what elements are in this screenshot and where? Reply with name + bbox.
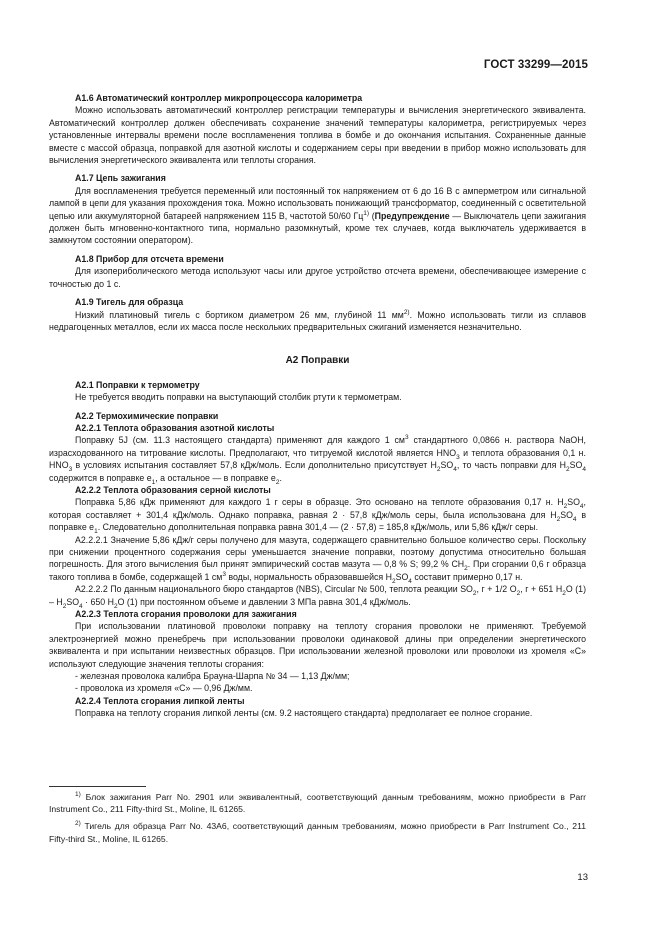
section-a19-text: Низкий платиновый тигель с бортиком диаметром 26 мм, глубиной 11 $мм^{2)}$. Можно использовать тигли из сплавов недрагоценных металлов, если их масса после нескольких предварительных сжиганий изменяется незначительно. <box>49 308 586 332</box>
section-a19-title: A1.9 Тигель для образца <box>75 297 184 308</box>
page-number: 13 <box>577 872 588 883</box>
footnote-ref-1[interactable]: 1) <box>363 209 370 217</box>
main-text <box>49 92 586 720</box>
section-a18-text: Для изопериболического метода используют часы или другое устройство отсчета времени, обеспечивающее измерение с точностью до 1 с. <box>49 266 586 289</box>
section-a21-text: Не требуется вводить поправки на выступающий столбик ртути к термометрам. <box>75 392 402 403</box>
section-a221-text: Поправку 5J (см. 11.3 настоящего стандарта) применяют для каждого 1 $см^3$ стандартного 0,0866 н. раствора NaOH, израсходованного на титрование кислоты. Предполагают, что титруемой кислотой является $HNO_3$ и теплота образования 0,1 н. $HNO_3$ в условиях испытания составляет 57,8 кДж/моль. Если дополнительно присутствует $H_2SO_4$, то часть поправки для $H_2SO_4$ содержится в поправке $e_1$, а остальное — в поправке $e_2$. <box>49 434 586 486</box>
section-a16-title: A1.6 Автоматический контроллер микропроцессора калориметра <box>75 93 363 103</box>
section-a224-text: Поправка на теплоту сгорания липкой ленты (см. 9.2 настоящего стандарта) предполагает ее полное сгорание. <box>75 708 533 719</box>
list-item: - проволока из хромеля «С» — 0,96 Дж/мм. <box>75 683 253 694</box>
section-a222-text: Поправка 5,86 кДж применяют для каждого 1 г серы в образце. Это основано на теплоте образования 0,17 н. $H_2SO_4$, которая составляет + 301,4 кДж/моль. Однако поправка, равная 2 · 57,8 кДж/моль серы, была использована для $H_2SO_4$ в поправке $e_1$. Следовательно дополнительная поправка равна 301,4 — (2 · 57,8) = 185,8 кДж/моль, или 5,86 кДж/г серы. <box>49 497 586 535</box>
section-a221-title: A2.2.1 Теплота образования азотной кислоты <box>75 422 275 433</box>
section-a222-title: A2.2.2 Теплота образования серной кислоты <box>75 484 271 495</box>
section-a2-title: A2 Поправки <box>285 355 350 367</box>
footnote-1: $^{1)}$ Блок зажигания Parr No. 2901 или эквивалентный, соответствующий данным требованиям, можно приобрести в Parr Instrument Co., 211 Fifty-third St., Moline, IL 61265. <box>49 791 586 815</box>
section-a224-title: A2.2.4 Теплота сгорания липкой ленты <box>75 695 245 706</box>
footnote-ref-2[interactable]: 2) <box>403 308 410 316</box>
section-a223-text: При использовании платиновой проволоки поправку на теплоту сгорания проволоки не применяют. Требуемой электроэнергией можно пренебречь при использовании проволоки одинаковой длины при определении энергетического эквивалента и при испытании неизвестных образцов. При использовании железной проволоки или проволоки из хромеля «С» используют следующие значения теплоты сгорания: <box>49 621 586 669</box>
list-item: - железная проволока калибра Брауна-Шарпа № 34 — 1,13 Дж/мм; <box>75 671 350 682</box>
document-code-header: ГОСТ 33299—2015 <box>483 59 588 71</box>
section-a17-text: Для воспламенения требуется переменный или постоянный ток напряжением от 6 до 16 В с амперметром или сигнальной лампой в цепи для указания прохождения тока. Можно использовать понижающий трансформатор, соединенный с осветительной цепью или аккумуляторной батареей напряжением 115 В, частотой 50/60 $Гц^{1)}$ (Предупреждение — Выключатель цепи зажигания должен быть мгновенно-контактного типа, нормально разомкнутый, кроме тех случаев, когда выключатель удерживается в замкнутом состоянии оператором). <box>49 185 586 246</box>
footnotes <box>49 786 586 850</box>
footnote-divider <box>49 786 146 787</box>
section-a21-title: A2.1 Поправки к термометру <box>75 379 200 390</box>
section-a2221-text: A2.2.2.1 Значение 5,86 кДж/г серы получено для мазута, содержащего сравнительно большое количество серы. Поскольку при снижении процентного содержания серы уменьшается значение поправки, поэтому допустима относительно большая погрешность. Для этого вычисления был принят эмпирический состав мазута — 0,8 % S; 99,2 % $CH_2$. При сгорании 0,6 г образца такого топлива в бомбе, содержащей 1 $см^3$ воды, нормальность образовавшейся $H_2SO_4$ составит примерно 0,17 н. <box>49 534 586 585</box>
footnote-2: $^{2)}$ Тигель для образца Parr No. 43A6, соответствующий данным требованиям, можно приобрести в Parr Instrument Co., 211 Fifty-third St., Moline, IL 61265. <box>49 820 586 844</box>
section-a22-title: A2.2 Термохимические поправки <box>75 410 219 421</box>
section-a2222-text: A2.2.2.2 По данным национального бюро стандартов (NBS), Circular № 500, теплота реакции $SO_2$, г + 1/2 $O_2$, г + 651 $H_2O$ $(1) - H_2SO_4 \cdot 650$ $H_2O$ (1) при постоянном объеме и давлении 3 МПа равна 301,4 кДж/моль. <box>49 584 587 610</box>
section-a18-title: A1.8 Прибор для отсчета времени <box>75 253 224 264</box>
section-a16-text: Можно использовать автоматический контроллер регистрации температуры и вычисления энергетического эквивалента. Автоматический контроллер должен обеспечивать сохранение значений температуры калориметра, регистрируемых через установленные интервалы времени после воспламенения топлива в бомбе и до окончания испытания. Сохраненные данные вместе с массой образца, поправкой для азотной кислоты и содержанием серы при введении в прибор можно использовать для вычисления энергетического эквивалента или теплоты сгорания. <box>49 105 586 166</box>
section-a223-title: A2.2.3 Теплота сгорания проволоки для зажигания <box>75 609 297 620</box>
warning-label: Предупреждение <box>374 210 450 221</box>
section-a17-title: A1.7 Цепь зажигания <box>75 173 166 184</box>
